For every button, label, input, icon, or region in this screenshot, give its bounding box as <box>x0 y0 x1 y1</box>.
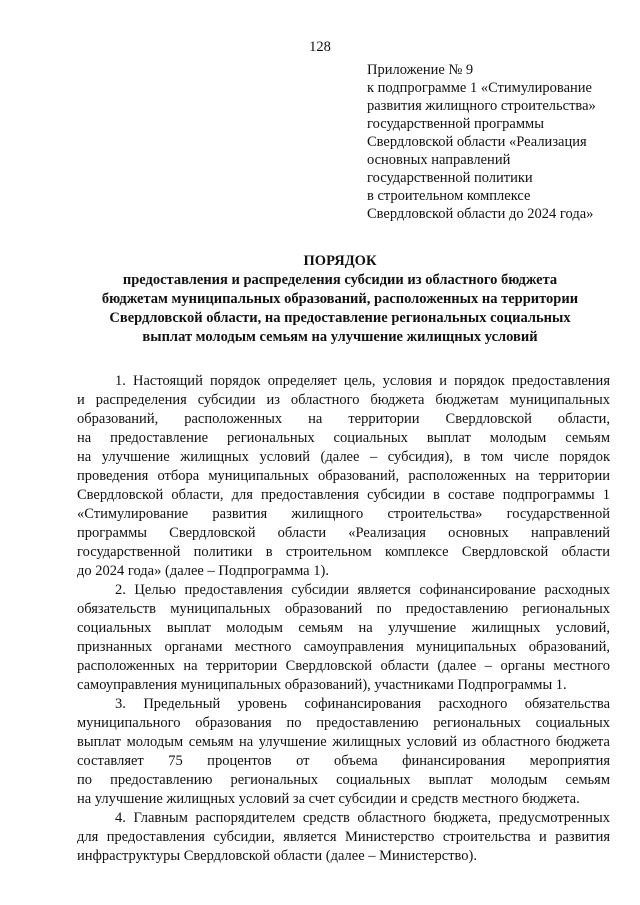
paragraph-line: 4. Главным распорядителем средств областного бюджета, предусмотренных <box>115 810 610 826</box>
paragraph-line: на улучшение жилищных условий за счет субсидии и средств местного бюджета. <box>77 791 580 807</box>
paragraph-1 <box>77 372 610 581</box>
paragraph-line: до 2024 года» (далее – Подпрограмма 1). <box>77 563 329 579</box>
paragraph-line: для предоставления субсидии, является Министерство строительства и развития <box>77 829 610 845</box>
paragraph-line: «Стимулирование развития жилищного строительства» государственной <box>77 506 610 522</box>
paragraph-line: составляет 75 процентов от объема финансирования мероприятия <box>77 753 610 769</box>
paragraph-line: 1. Настоящий порядок определяет цель, условия и порядок предоставления <box>115 373 610 389</box>
title-subtitle-line: бюджетам муниципальных образований, расположенных на территории <box>101 291 579 307</box>
paragraph-line: самоуправления муниципальных образований), участниками Подпрограммы 1. <box>77 677 567 693</box>
paragraph-line: 2. Целью предоставления субсидии является софинансирование расходных <box>115 582 610 598</box>
paragraph-line: на предоставление региональных социальных выплат молодым семьям <box>77 430 610 446</box>
paragraph-line: по предоставлению региональных социальных выплат молодым семьям <box>77 772 610 788</box>
paragraph-line: выплат молодым семьям на улучшение жилищных условий из областного бюджета <box>77 734 610 750</box>
title-subtitle-line: выплат молодым семьям на улучшение жилищных условий <box>142 329 538 345</box>
title-subtitle-line: предоставления и распределения субсидии из областного бюджета <box>122 272 558 288</box>
paragraph-line: обязательств муниципальных образований по предоставлению региональных <box>77 601 610 617</box>
paragraph-line: образований, расположенных на территории Свердловской области, <box>77 411 610 427</box>
document-body <box>77 372 610 866</box>
appendix-line: Свердловской области до 2024 года» <box>367 206 594 222</box>
paragraph-line: государственной политики в строительном комплексе Свердловской области <box>77 544 610 560</box>
page-number: 128 <box>309 39 331 55</box>
appendix-line: Приложение № 9 <box>367 62 474 78</box>
paragraph-line: расположенных на территории Свердловской области (далее – органы местного <box>77 658 610 674</box>
appendix-line: к подпрограмме 1 «Стимулирование <box>367 80 592 96</box>
paragraph-2 <box>77 581 610 695</box>
paragraph-line: 3. Предельный уровень софинансирования расходного обязательства <box>115 696 610 712</box>
paragraph-line: проведения отбора муниципальных образований, расположенных на территории <box>77 468 610 484</box>
paragraph-line: Свердловской области, для предоставления субсидии в составе подпрограммы 1 <box>77 487 610 503</box>
appendix-line: государственной программы <box>367 116 544 132</box>
appendix-line: в строительном комплексе <box>367 188 531 204</box>
paragraph-3 <box>77 695 610 809</box>
paragraph-line: на улучшение жилищных условий (далее – субсидия), в том числе порядок <box>77 449 610 465</box>
appendix-reference <box>367 61 617 223</box>
title-heading: ПОРЯДОК <box>303 253 377 269</box>
paragraph-line: признанных органами местного самоуправления муниципальных образований, <box>77 639 610 655</box>
paragraph-line: программы Свердловской области «Реализация основных направлений <box>77 525 610 541</box>
title-subtitle-line: Свердловской области, на предоставление региональных социальных <box>109 310 571 326</box>
paragraph-line: социальных выплат молодым семьям на улучшение жилищных условий, <box>77 620 610 636</box>
appendix-line: государственной политики <box>367 170 533 186</box>
appendix-line: развития жилищного строительства» <box>367 98 596 114</box>
appendix-line: Свердловской области «Реализация <box>367 134 587 150</box>
paragraph-line: инфраструктуры Свердловской области (далее – Министерство). <box>77 848 477 864</box>
paragraph-line: и распределения субсидии из областного бюджета бюджетам муниципальных <box>77 392 610 408</box>
appendix-line: основных направлений <box>367 152 511 168</box>
document-title <box>70 252 610 347</box>
paragraph-4 <box>77 809 610 866</box>
paragraph-line: муниципального образования по предоставлению региональных социальных <box>77 715 610 731</box>
